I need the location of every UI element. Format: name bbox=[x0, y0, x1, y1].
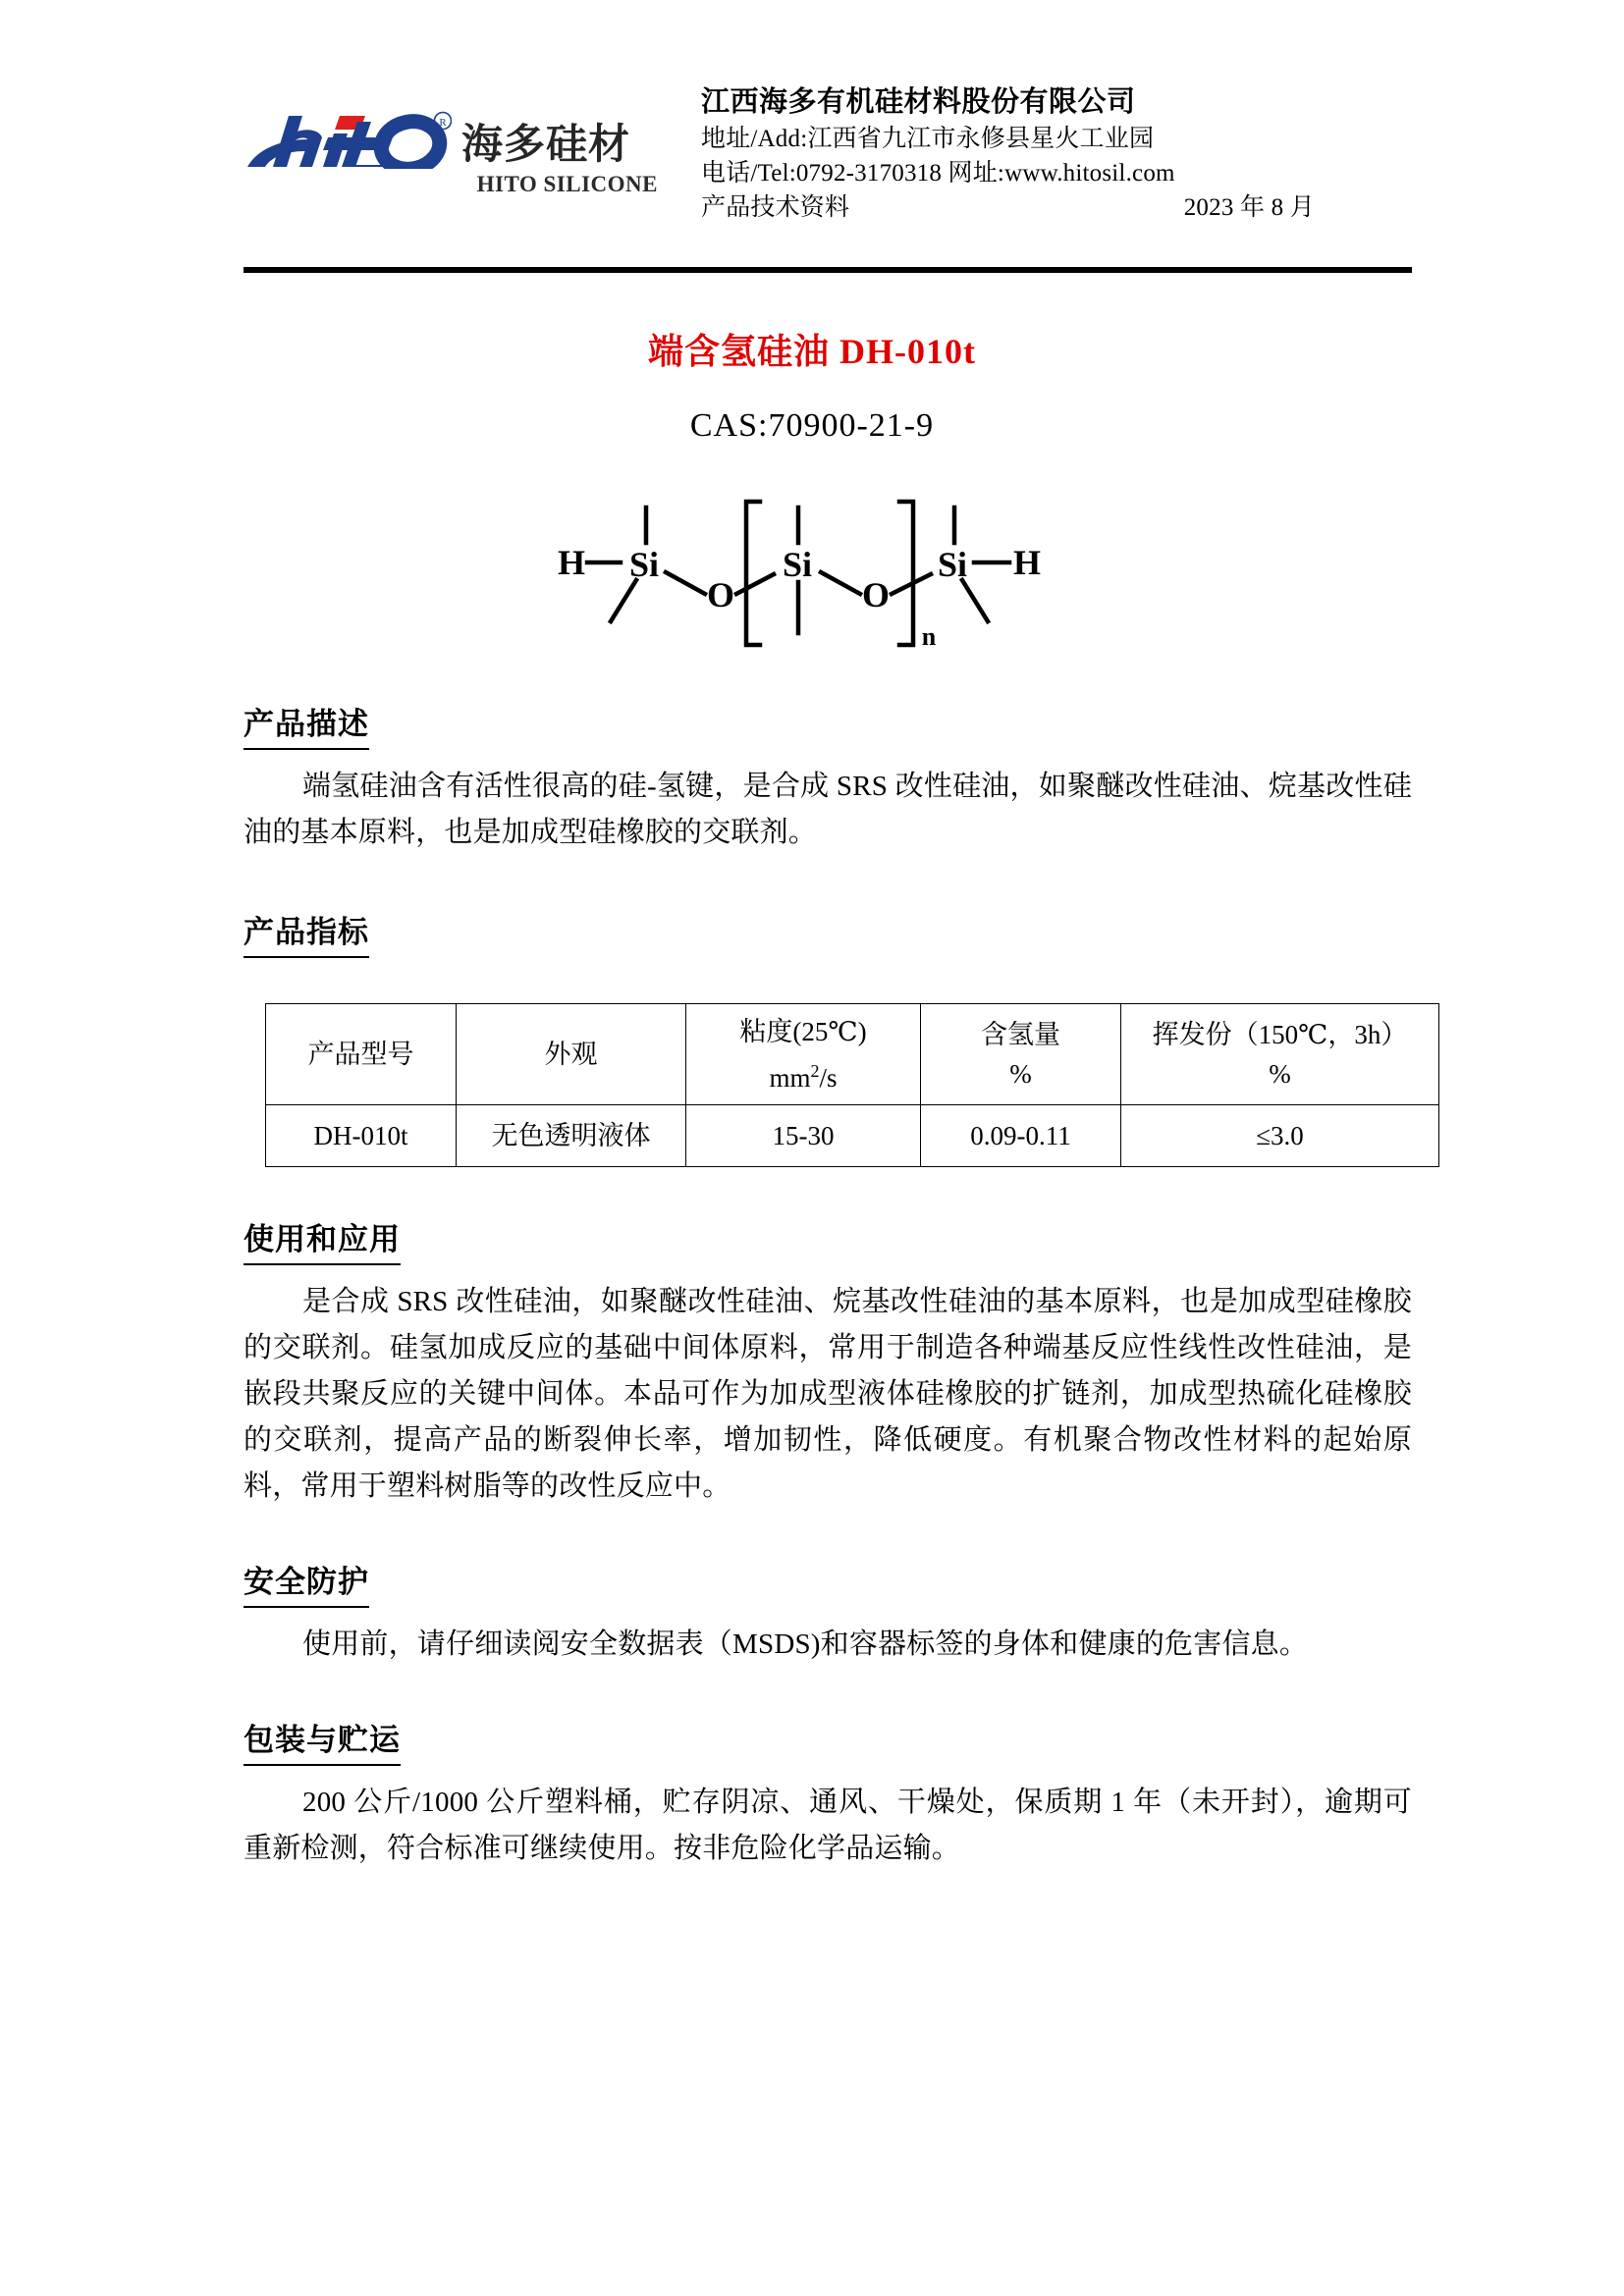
doc-type-label: 产品技术资料 bbox=[701, 194, 850, 221]
spacer bbox=[244, 1510, 1412, 1557]
svg-text:H: H bbox=[557, 543, 586, 582]
header-line1: 粘度(25℃) bbox=[739, 1016, 867, 1046]
logo-row bbox=[244, 104, 666, 169]
section-heading-product-specifications: 产品指标 bbox=[244, 907, 369, 958]
company-info bbox=[666, 77, 1412, 225]
section-product-description bbox=[244, 699, 1412, 856]
table-header-cell bbox=[1121, 1004, 1439, 1105]
table-header-row bbox=[266, 1004, 1439, 1105]
svg-text:Si: Si bbox=[937, 545, 968, 584]
company-logo bbox=[244, 77, 666, 197]
use-and-application-paragraph: 是合成 SRS 改性硅油，如聚醚改性硅油、烷基改性硅油的基本原料，也是加成型硅橡胶的交联剂。硅氢加成反应的基础中间体原料，常用于制造各种端基反应性线性改性硅油，是嵌段共聚反应的关键中间体。本品可作为加成型液体硅橡胶的扩链剂，加成型热硫化硅橡胶的交联剂，提高产品的断裂伸长率，增加韧性，降低硬度。有机聚合物改性材料的起始原料，常用于塑料树脂等的改性反应中。 bbox=[244, 1286, 1412, 1502]
header-line2: % bbox=[1009, 1059, 1032, 1089]
svg-text:Si: Si bbox=[782, 545, 813, 584]
specifications-table bbox=[265, 1003, 1439, 1167]
section-safety-protection bbox=[244, 1557, 1412, 1668]
svg-text:O: O bbox=[861, 575, 891, 614]
spacer bbox=[244, 1668, 1412, 1715]
section-packaging-and-storage bbox=[244, 1715, 1412, 1872]
header-footer-row bbox=[701, 190, 1315, 225]
page-title: 端含氢硅油 DH-010t bbox=[648, 332, 976, 371]
header-line2: $mm^2/s$ bbox=[769, 1060, 838, 1093]
section-use-and-application bbox=[244, 1214, 1412, 1510]
table-cell-volatiles: ≤3.0 bbox=[1121, 1105, 1439, 1167]
logo-brand-cn: 海多硅材 bbox=[461, 123, 631, 168]
product-description-paragraph: 端氢硅油含有活性很高的硅-氢键，是合成 SRS 改性硅油，如聚醚改性硅油、烷基改性硅油的基本原料，也是加成型硅橡胶的交联剂。 bbox=[244, 771, 1412, 848]
section-heading-product-description: 产品描述 bbox=[244, 699, 369, 750]
table-header-cell bbox=[457, 1004, 686, 1105]
header-line1: 含氢量 bbox=[981, 1020, 1060, 1049]
header-line1: 外观 bbox=[544, 1040, 598, 1069]
table-body bbox=[266, 1105, 1439, 1167]
table-header-cell bbox=[921, 1004, 1121, 1105]
doc-date: 2023 年 8 月 bbox=[1183, 194, 1315, 221]
cas-number: CAS:70900-21-9 bbox=[689, 407, 935, 444]
document-body bbox=[244, 699, 1412, 1872]
table-header-cell bbox=[686, 1004, 921, 1105]
table-row bbox=[266, 1105, 1439, 1167]
section-heading-safety-protection: 安全防护 bbox=[244, 1557, 369, 1608]
hito-logo-icon bbox=[244, 106, 452, 169]
header-line2: % bbox=[1269, 1059, 1291, 1089]
svg-text:R: R bbox=[439, 117, 447, 129]
company-address: 地址/Add:江西省九江市永修县星火工业园 bbox=[701, 126, 1155, 152]
document-header bbox=[244, 77, 1412, 255]
safety-protection-paragraph: 使用前，请仔细读阅安全数据表（MSDS)和容器标签的身体和健康的危害信息。 bbox=[302, 1629, 1309, 1660]
spacer bbox=[244, 958, 1412, 1003]
section-heading-use-and-application: 使用和应用 bbox=[244, 1214, 401, 1265]
table-cell-hydrogen-content: 0.09-0.11 bbox=[921, 1105, 1121, 1167]
chemical-structure-diagram bbox=[550, 496, 1080, 677]
table-cell-viscosity: 15-30 bbox=[686, 1105, 921, 1167]
company-name: 江西海多有机硅材料股份有限公司 bbox=[701, 86, 1136, 118]
header-line1: 挥发份（150℃，3h） bbox=[1152, 1020, 1408, 1049]
spacer bbox=[244, 1167, 1412, 1214]
svg-text:n: n bbox=[921, 622, 937, 651]
table-cell-model: DH-010t bbox=[266, 1105, 457, 1167]
company-tel-website: 电话/Tel:0792-3170318 网址:www.hitosil.com bbox=[701, 160, 1175, 187]
table-header-cell bbox=[266, 1004, 457, 1105]
svg-text:O: O bbox=[706, 575, 735, 614]
table-head bbox=[266, 1004, 1439, 1105]
section-product-specifications bbox=[244, 907, 1412, 958]
svg-text:Si: Si bbox=[628, 545, 660, 584]
spacer bbox=[244, 856, 1412, 907]
section-heading-packaging-and-storage: 包装与贮运 bbox=[244, 1715, 401, 1766]
header-divider bbox=[244, 267, 1412, 273]
logo-brand-en: HITO SILICONE bbox=[476, 172, 658, 196]
packaging-and-storage-paragraph: 200 公斤/1000 公斤塑料桶，贮存阴凉、通风、干燥处，保质期 1 年（未开封），逾期可重新检测，符合标准可继续使用。按非危险化学品运输。 bbox=[244, 1787, 1412, 1864]
svg-text:H: H bbox=[1012, 543, 1042, 582]
header-line1: 产品型号 bbox=[307, 1040, 414, 1069]
table-cell-appearance: 无色透明液体 bbox=[457, 1105, 686, 1167]
